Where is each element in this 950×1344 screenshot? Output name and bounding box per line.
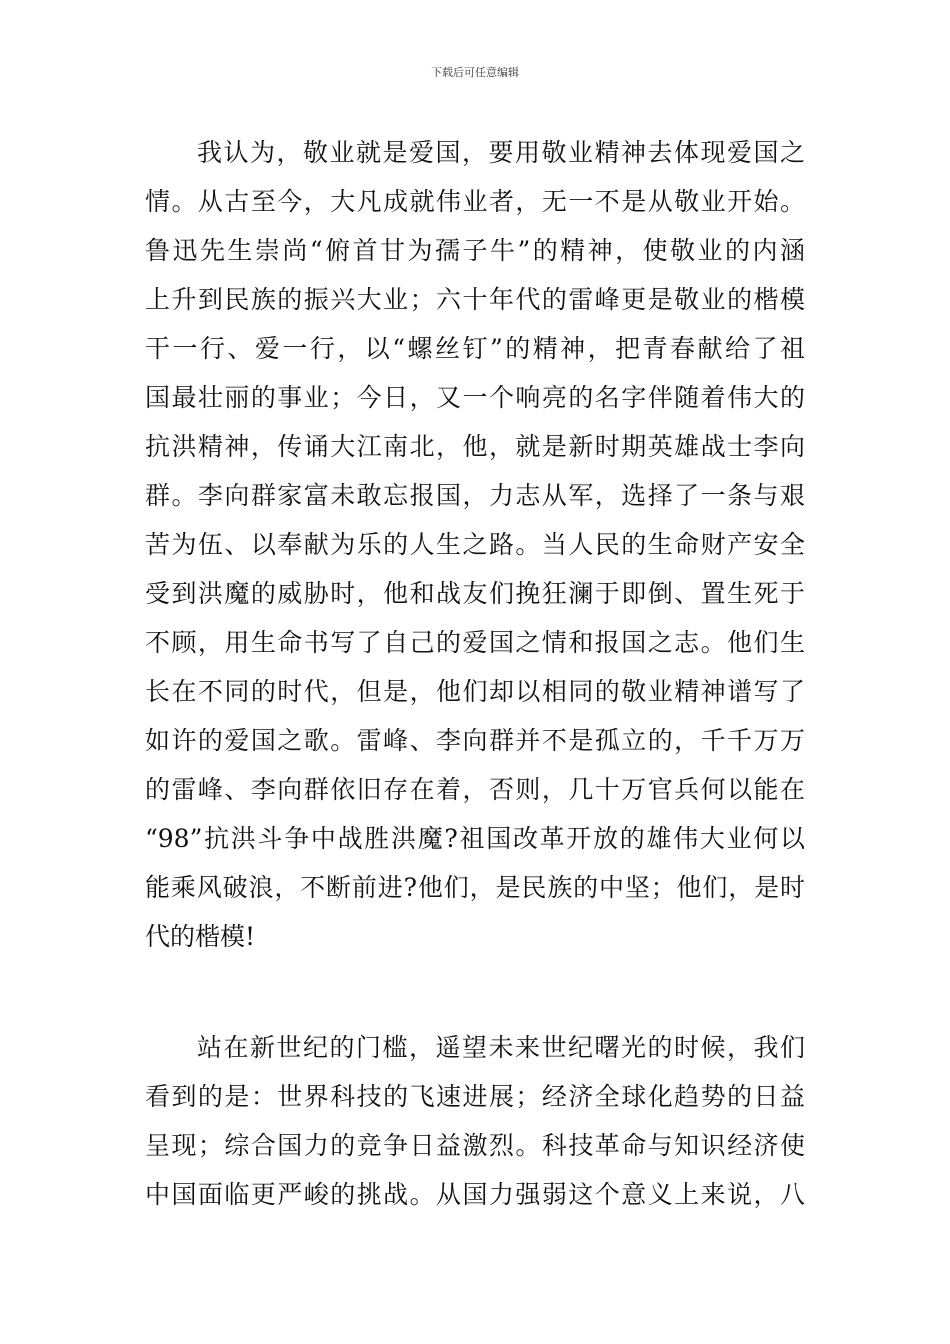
text-line: 不顾，用生命书写了自己的爱国之情和报国之志。他们生 [145, 628, 805, 657]
text-line: 干一行、爱一行，以“螺丝钉”的精神，把青春献给了祖 [145, 334, 805, 363]
text-line: 呈现；综合国力的竞争日益激烈。科技革命与知识经济使 [145, 1131, 805, 1160]
text-line: 群。李向群家富未敢忘报国，力志从军，选择了一条与艰 [145, 481, 805, 510]
text-line: 长在不同的时代，但是，他们却以相同的敬业精神谱写了 [145, 677, 805, 706]
text-line: 的雷峰、李向群依旧存在着，否则，几十万官兵何以能在 [145, 775, 805, 804]
text-line: 受到洪魔的威胁时，他和战友们挽狂澜于即倒、置生死于 [145, 579, 805, 608]
text-line: 代的楷模! [145, 922, 256, 951]
text-line: 上升到民族的振兴大业；六十年代的雷峰更是敬业的楷模 [145, 285, 805, 314]
header-note: 下载后可任意编辑 [431, 66, 519, 79]
paragraph-1 [145, 128, 805, 961]
text-line: 情。从古至今，大凡成就伟业者，无一不是从敬业开始。 [145, 187, 805, 216]
text-line: 中国面临更严峻的挑战。从国力强弱这个意义上来说，八 [145, 1180, 805, 1209]
text-line: 国最壮丽的事业；今日，又一个响亮的名字伴随着伟大的 [145, 383, 805, 412]
text-line: 苦为伍、以奉献为乐的人生之路。当人民的生命财产安全 [145, 530, 805, 559]
text-line: 看到的是：世界科技的飞速进展；经济全球化趋势的日益 [145, 1082, 805, 1111]
text-line: 能乘风破浪，不断前进?他们，是民族的中坚；他们，是时 [145, 873, 805, 902]
text-line: 我认为，敬业就是爱国，要用敬业精神去体现爱国之 [197, 138, 805, 167]
text-line: 鲁迅先生崇尚“俯首甘为孺子牛”的精神，使敬业的内涵 [145, 236, 805, 265]
text-line: “98”抗洪斗争中战胜洪魔?祖国改革开放的雄伟大业何以 [145, 824, 805, 853]
text-line: 如许的爱国之歌。雷峰、李向群并不是孤立的，千千万万 [145, 726, 805, 755]
text-line: 抗洪精神，传诵大江南北，他，就是新时期英雄战士李向 [145, 432, 805, 461]
paragraph-2 [145, 1023, 805, 1219]
text-line: 站在新世纪的门槛，遥望未来世纪曙光的时候，我们 [197, 1033, 805, 1062]
